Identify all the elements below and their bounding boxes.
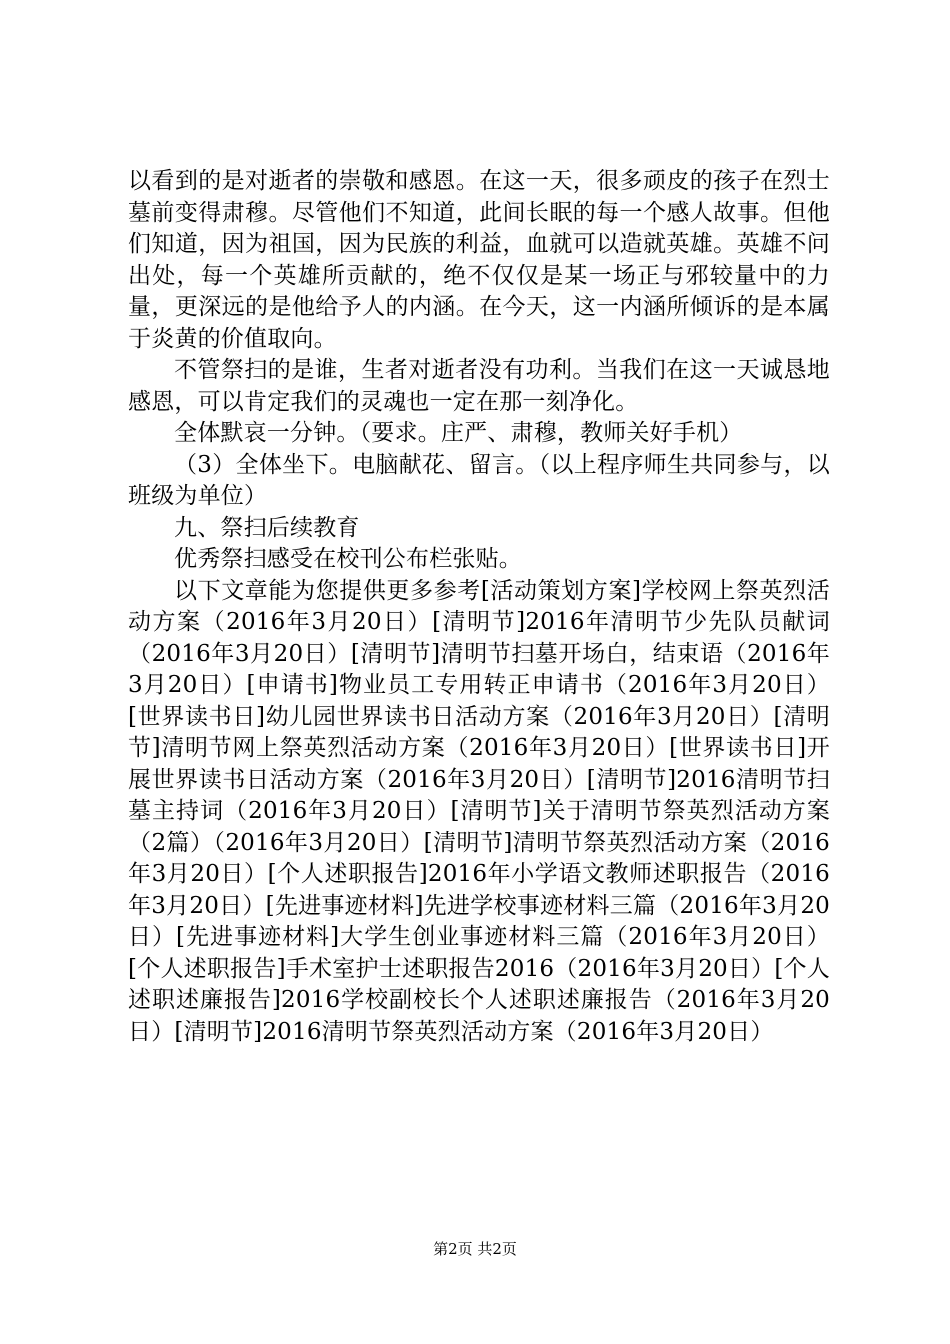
document-body [128, 166, 830, 1048]
section-heading-follow-up: 九、祭扫后续教育 [174, 514, 360, 541]
paragraph-silence: 全体默哀一分钟。（要求。庄严、肃穆，教师关好手机） [174, 420, 743, 446]
page-footer: 第2页 共2页 [433, 1240, 517, 1258]
paragraph-related-articles: 以下文章能为您提供更多参考[活动策划方案]学校网上祭英烈活动方案（2016年3月20日）[清明节]2016年清明节少先队员献词（2016年3月20日）[清明节]清明节扫墓开场白，结束语（2016年3月20日）[申请书]物业员工专用转正申请书（2016年3月20日）[世界读书日]幼儿园世界读书日活动方案（2016年3月20日）[清明节]清明节网上祭英烈活动方案（2016年3月20日）[世界读书日]开展世界读书日活动方案（2016年3月20日）[清明节]2016清明节扫墓主持词（2016年3月20日）[清明节]关于清明节祭英烈活动方案（2篇）（2016年3月20日）[清明节]清明节祭英烈活动方案（2016年3月20日）[个人述职报告]2016年小学语文教师述职报告（2016年3月20日）[先进事迹材料]先进学校事迹材料三篇（2016年3月20日）[先进事迹材料]大学生创业事迹材料三篇（2016年3月20日）[个人述职报告]手术室护士述职报告2016（2016年3月20日）[个人述职述廉报告]2016学校副校长个人述职述廉报告（2016年3月20日）[清明节]2016清明节祭英烈活动方案（2016年3月20日） [128, 577, 830, 1045]
paragraph-online-flowers: （3）全体坐下。电脑献花、留言。（以上程序师生共同参与，以班级为单位） [128, 451, 830, 509]
paragraph-posting: 优秀祭扫感受在校刊公布栏张贴。 [174, 546, 522, 572]
paragraph-continuation: 以看到的是对逝者的崇敬和感恩。在这一天，很多顽皮的孩子在烈士墓前变得肃穆。尽管他们不知道，此间长眠的每一个感人故事。但他们知道，因为祖国，因为民族的利益，血就可以造就英雄。英雄不问出处，每一个英雄所贡献的，绝不仅仅是某一场正与邪较量中的力量，更深远的是他给予人的内涵。在今天，这一内涵所倾诉的是本属于炎黄的价值取向。 [128, 168, 830, 352]
paragraph-gratitude: 不管祭扫的是谁，生者对逝者没有功利。当我们在这一天诚恳地感恩，可以肯定我们的灵魂也一定在那一刻净化。 [128, 357, 830, 415]
